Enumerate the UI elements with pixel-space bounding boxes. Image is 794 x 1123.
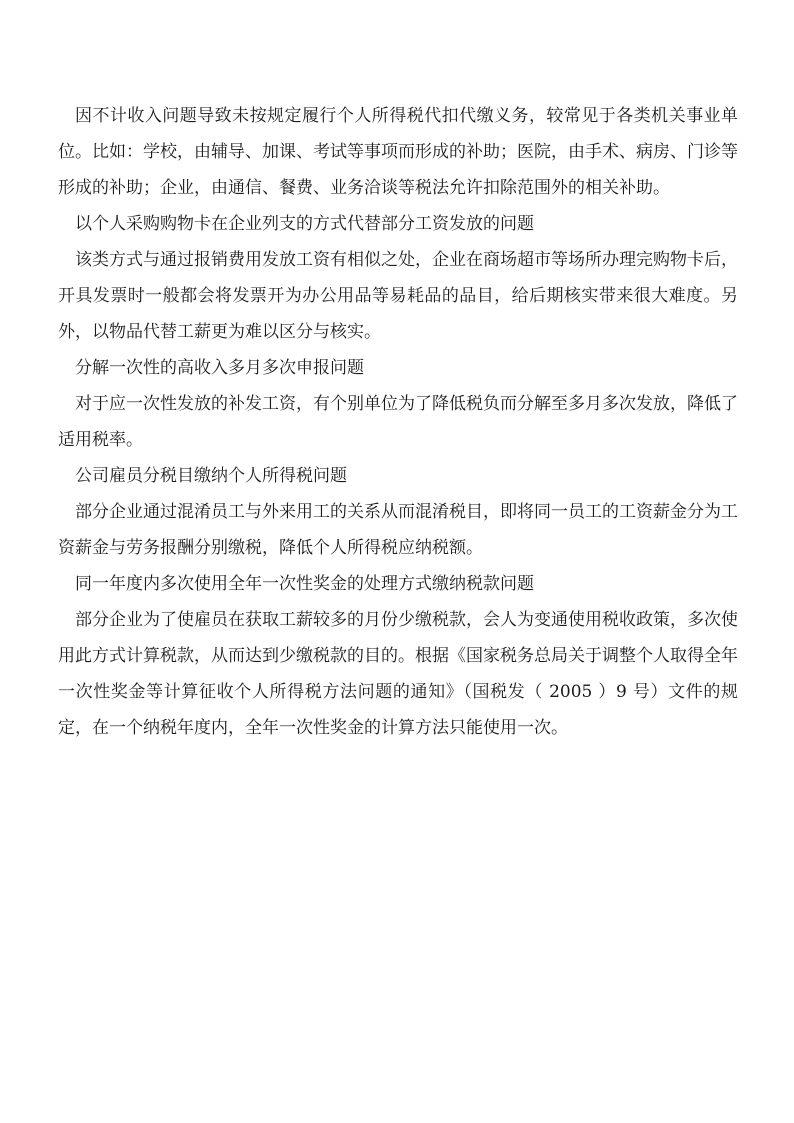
- heading-split-income: 分解一次性的高收入多月多次申报问题: [75, 358, 364, 378]
- heading-tax-category: 公司雇员分税目缴纳个人所得税问题: [75, 466, 347, 486]
- heading-annual-bonus: 同一年度内多次使用全年一次性奖金的处理方式缴纳税款问题: [75, 574, 534, 594]
- paragraph-split-income: 对于应一次性发放的补发工资，有个别单位为了降低税负而分解至多月多次发放，降低了适用税率。: [58, 394, 738, 450]
- paragraph-uncounted-income: 因不计收入问题导致未按规定履行个人所得税代扣代缴义务，较常见于各类机关事业单位。比如：学校，由辅导、加课、考试等事项而形成的补助；医院，由手术、病房、门诊等形成的补助；企业，由通信、餐费、业务洽谈等税法允许扣除范围外的相关补助。: [58, 106, 738, 198]
- document-body: [58, 98, 738, 746]
- paragraph-tax-category: 部分企业通过混淆员工与外来用工的关系从而混淆税目，即将同一员工的工资薪金分为工资薪金与劳务报酬分别缴税，降低个人所得税应纳税额。: [58, 502, 738, 558]
- paragraph-shopping-card: 该类方式与通过报销费用发放工资有相似之处，企业在商场超市等场所办理完购物卡后，开具发票时一般都会将发票开为办公用品等易耗品的品目，给后期核实带来很大难度。另外，以物品代替工薪更为难以区分与核实。: [58, 250, 738, 342]
- heading-shopping-card: 以个人采购购物卡在企业列支的方式代替部分工资发放的问题: [75, 214, 534, 234]
- paragraph-annual-bonus: 部分企业为了使雇员在获取工薪较多的月份少缴税款，会人为变通使用税收政策，多次使用此方式计算税款，从而达到少缴税款的目的。根据《国家税务总局关于调整个人取得全年一次性奖金等计算征收个人所得税方法问题的通知》（国税发（ 2005 ）9 号）文件的规定，在一个纳税年度内，全年一次性奖金的计算方法只能使用一次。: [58, 610, 738, 738]
